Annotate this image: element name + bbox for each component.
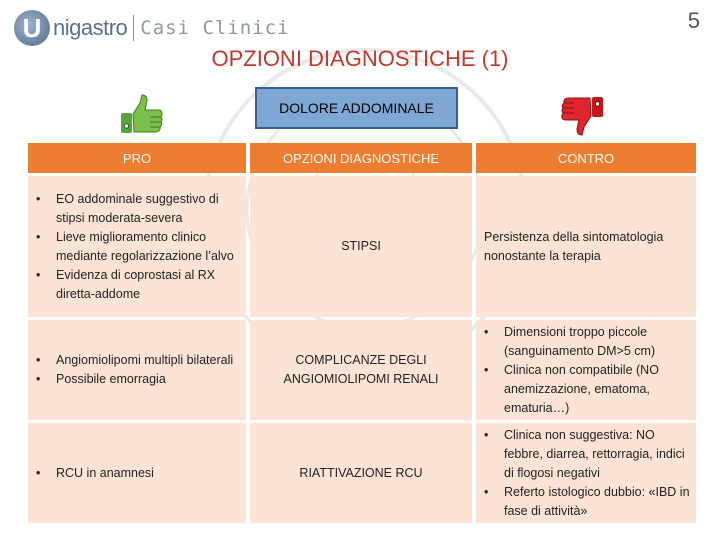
slide-number: 5 <box>687 8 700 33</box>
pro-item: • Evidenza di coprostasi al RX diretta-addome <box>56 266 240 304</box>
contro-item: • Clinica non suggestiva: NO febbre, diarrea, rettorragia, indici di flogosi negativi <box>504 426 690 483</box>
logo-name: nigastro <box>53 15 128 40</box>
pro-item: • EO addominale suggestivo di stipsi moderata-severa <box>56 190 240 228</box>
pro-item: • RCU in anamnesi <box>56 464 240 483</box>
table-row <box>28 423 696 523</box>
pro-cell <box>28 320 246 420</box>
logo-subtitle: Casi Clinici <box>140 17 290 39</box>
logo-emblem: U <box>14 10 50 46</box>
table-row <box>28 320 696 420</box>
contro-cell <box>476 423 696 523</box>
contro-item: • Dimensioni troppo piccole (sanguinamento DM>5 cm) <box>504 323 690 361</box>
pro-item: • Angiomiolipomi multipli bilaterali <box>56 351 240 370</box>
pro-item: • Lieve miglioramento clinico mediante regolarizzazione l’alvo <box>56 228 240 266</box>
contro-item: • Clinica non compatibile (NO anemizzazione, ematoma, ematuria…) <box>504 361 690 418</box>
pro-item: • Possibile emorragia <box>56 370 240 389</box>
option-cell: STIPSI <box>250 176 472 317</box>
logo-divider <box>133 15 134 41</box>
contro-cell <box>476 320 696 420</box>
header-contro: CONTRO <box>476 143 696 173</box>
slide-title: OPZIONI DIAGNOSTICHE (1) <box>211 46 509 71</box>
table-row <box>28 176 696 317</box>
pro-cell <box>28 423 246 523</box>
contro-cell <box>476 176 696 317</box>
contro-item: • Referto istologico dubbio: «IBD in fase di attività» <box>504 483 690 521</box>
pro-cell <box>28 176 246 317</box>
diagnostic-options-table <box>24 140 700 526</box>
thumbs-up-icon <box>120 93 164 135</box>
header-pro: PRO <box>28 143 246 173</box>
option-cell: RIATTIVAZIONE RCU <box>250 423 472 523</box>
contro-text: Persistenza della sintomatologia nonostante la terapia <box>484 229 664 263</box>
unigastro-logo <box>14 8 290 48</box>
thumbs-down-icon <box>560 95 604 137</box>
topic-box: DOLORE ADDOMINALE <box>255 87 458 129</box>
table-header-row <box>28 143 696 173</box>
header-options: OPZIONI DIAGNOSTICHE <box>250 143 472 173</box>
option-cell: COMPLICANZE DEGLI ANGIOMIOLIPOMI RENALI <box>250 320 472 420</box>
